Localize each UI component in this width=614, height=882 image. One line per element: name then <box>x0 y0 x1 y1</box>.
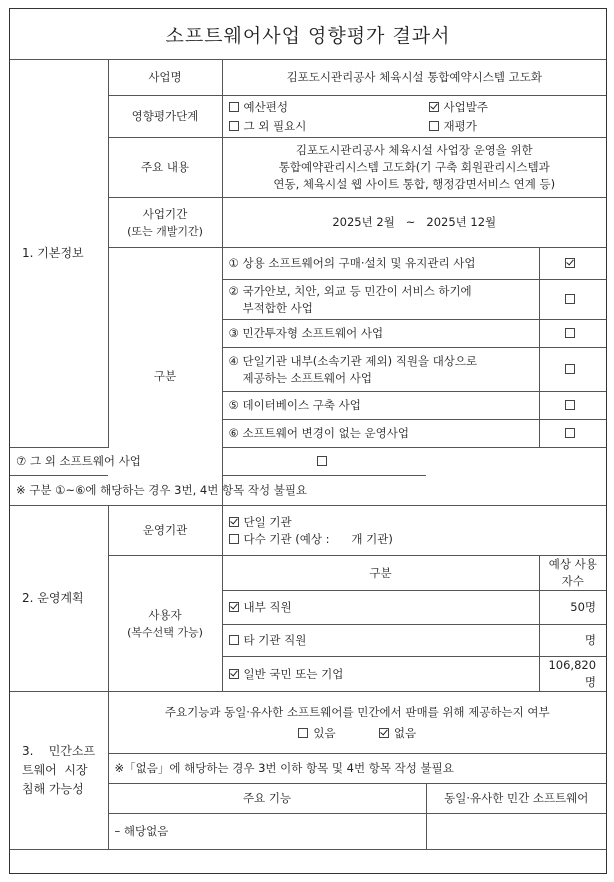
category-text-1: ① 상용 소프트웨어의 구매·설치 및 유지관리 사업 <box>222 248 539 280</box>
users-count-internal: 50명 <box>539 591 606 625</box>
market-col-software: 동일·유사한 민간 소프트웨어 <box>426 784 606 814</box>
stage-label: 영향평가단계 <box>108 96 222 138</box>
row-market-question <box>10 692 606 754</box>
stage-options <box>222 96 606 138</box>
category-text-3: ③ 민간투자형 소프트웨어 사업 <box>222 320 539 348</box>
category-label: 구분 <box>108 248 222 506</box>
checkbox-icon[interactable] <box>229 102 239 112</box>
operator-label: 운영기관 <box>108 506 222 556</box>
checkbox-icon[interactable] <box>317 456 327 466</box>
checkbox-checked-icon[interactable] <box>565 258 575 268</box>
row-project-name <box>10 60 606 96</box>
section-3-label: 3. 민간소프 트웨어 시장 침해 가능성 <box>10 692 108 850</box>
stage-option-order[interactable]: 사업발주 <box>429 99 589 116</box>
period-label: 사업기간 (또는 개발기간) <box>108 198 222 248</box>
section-1-label: 1. 기본정보 <box>10 60 108 448</box>
users-row-other-org[interactable]: 타 기관 직원 <box>222 625 539 657</box>
market-no-option[interactable]: 없음 <box>379 726 416 740</box>
checkbox-checked-icon[interactable] <box>229 602 239 612</box>
operator-single[interactable]: 단일 기관 <box>229 514 601 531</box>
section-2-label: 2. 운영계획 <box>10 506 108 692</box>
assessment-table <box>10 59 606 850</box>
users-col-type: 구분 <box>222 556 539 591</box>
checkbox-icon[interactable] <box>565 364 575 374</box>
checkbox-icon[interactable] <box>298 728 308 738</box>
users-row-public[interactable]: 일반 국민 또는 기업 <box>222 657 539 692</box>
market-software-value <box>426 814 606 850</box>
category-text-4: ④ 단일기관 내부(소속기관 제외) 직원을 대상으로 제공하는 소프트웨어 사업 <box>222 348 539 392</box>
category-text-6: ⑥ 소프트웨어 변경이 없는 운영사업 <box>222 420 539 448</box>
category-note: ※ 구분 ①~⑥에 해당하는 경우 3번, 4번 항목 작성 불필요 <box>10 476 426 506</box>
checkbox-icon[interactable] <box>429 121 439 131</box>
category-check-2[interactable] <box>539 280 606 320</box>
document-frame <box>9 8 607 874</box>
content-label: 주요 내용 <box>108 138 222 198</box>
content-value: 김포도시관리공사 체육시설 사업장 운영을 위한 통합예약관리시스템 고도화(기 구축 회원관리시스템과 연동, 체육시설 웹 사이트 통합, 행정감면서비스 연계 등) <box>222 138 606 198</box>
category-note-row <box>10 476 606 506</box>
operator-multi[interactable]: 다수 기관 (예상 : 개 기관) <box>229 531 601 548</box>
operator-options <box>222 506 606 556</box>
market-col-function: 주요 기능 <box>108 784 426 814</box>
checkbox-checked-icon[interactable] <box>379 728 389 738</box>
checkbox-icon[interactable] <box>565 294 575 304</box>
category-check-6[interactable] <box>539 420 606 448</box>
stage-option-budget[interactable]: 예산편성 <box>229 99 429 116</box>
market-function-value: – 해당없음 <box>108 814 426 850</box>
category-check-4[interactable] <box>539 348 606 392</box>
stage-option-other[interactable]: 그 외 필요시 <box>229 118 429 135</box>
checkbox-icon[interactable] <box>229 635 239 645</box>
stage-option-reassess[interactable]: 재평가 <box>429 118 589 135</box>
category-check-7[interactable] <box>222 448 426 476</box>
category-check-3[interactable] <box>539 320 606 348</box>
category-check-5[interactable] <box>539 392 606 420</box>
project-name-label: 사업명 <box>108 60 222 96</box>
users-label: 사용자 (복수선택 가능) <box>108 556 222 692</box>
checkbox-checked-icon[interactable] <box>229 517 239 527</box>
category-text-2: ② 국가안보, 치안, 외교 등 민간이 서비스 하기에 부적합한 사업 <box>222 280 539 320</box>
document-title: 소프트웨어사업 영향평가 결과서 <box>10 9 606 60</box>
checkbox-icon[interactable] <box>229 121 239 131</box>
category-check-1[interactable] <box>539 248 606 280</box>
checkbox-checked-icon[interactable] <box>229 669 239 679</box>
market-yes-option[interactable]: 있음 <box>298 726 335 740</box>
checkbox-icon[interactable] <box>565 400 575 410</box>
users-count-other-org: 명 <box>539 625 606 657</box>
category-text-5: ⑤ 데이터베이스 구축 사업 <box>222 392 539 420</box>
category-text-7: ⑦ 그 외 소프트웨어 사업 <box>10 448 222 476</box>
market-note: ※「없음」에 해당하는 경우 3번 이하 항목 및 4번 항목 작성 불필요 <box>108 754 606 784</box>
checkbox-icon[interactable] <box>565 428 575 438</box>
market-question: 주요기능과 동일·유사한 소프트웨어를 민간에서 판매를 위해 제공하는지 여부 있음 없음 <box>108 692 606 754</box>
project-name-value: 김포도시관리공사 체육시설 통합예약시스템 고도화 <box>222 60 606 96</box>
category-row <box>10 448 606 476</box>
period-value: 2025년 2월 ~ 2025년 12월 <box>222 198 606 248</box>
checkbox-checked-icon[interactable] <box>429 102 439 112</box>
users-col-count: 예상 사용자수 <box>539 556 606 591</box>
row-operator <box>10 506 606 556</box>
users-count-public: 106,820명 <box>539 657 606 692</box>
checkbox-icon[interactable] <box>565 328 575 338</box>
users-row-internal[interactable]: 내부 직원 <box>222 591 539 625</box>
checkbox-icon[interactable] <box>229 534 239 544</box>
